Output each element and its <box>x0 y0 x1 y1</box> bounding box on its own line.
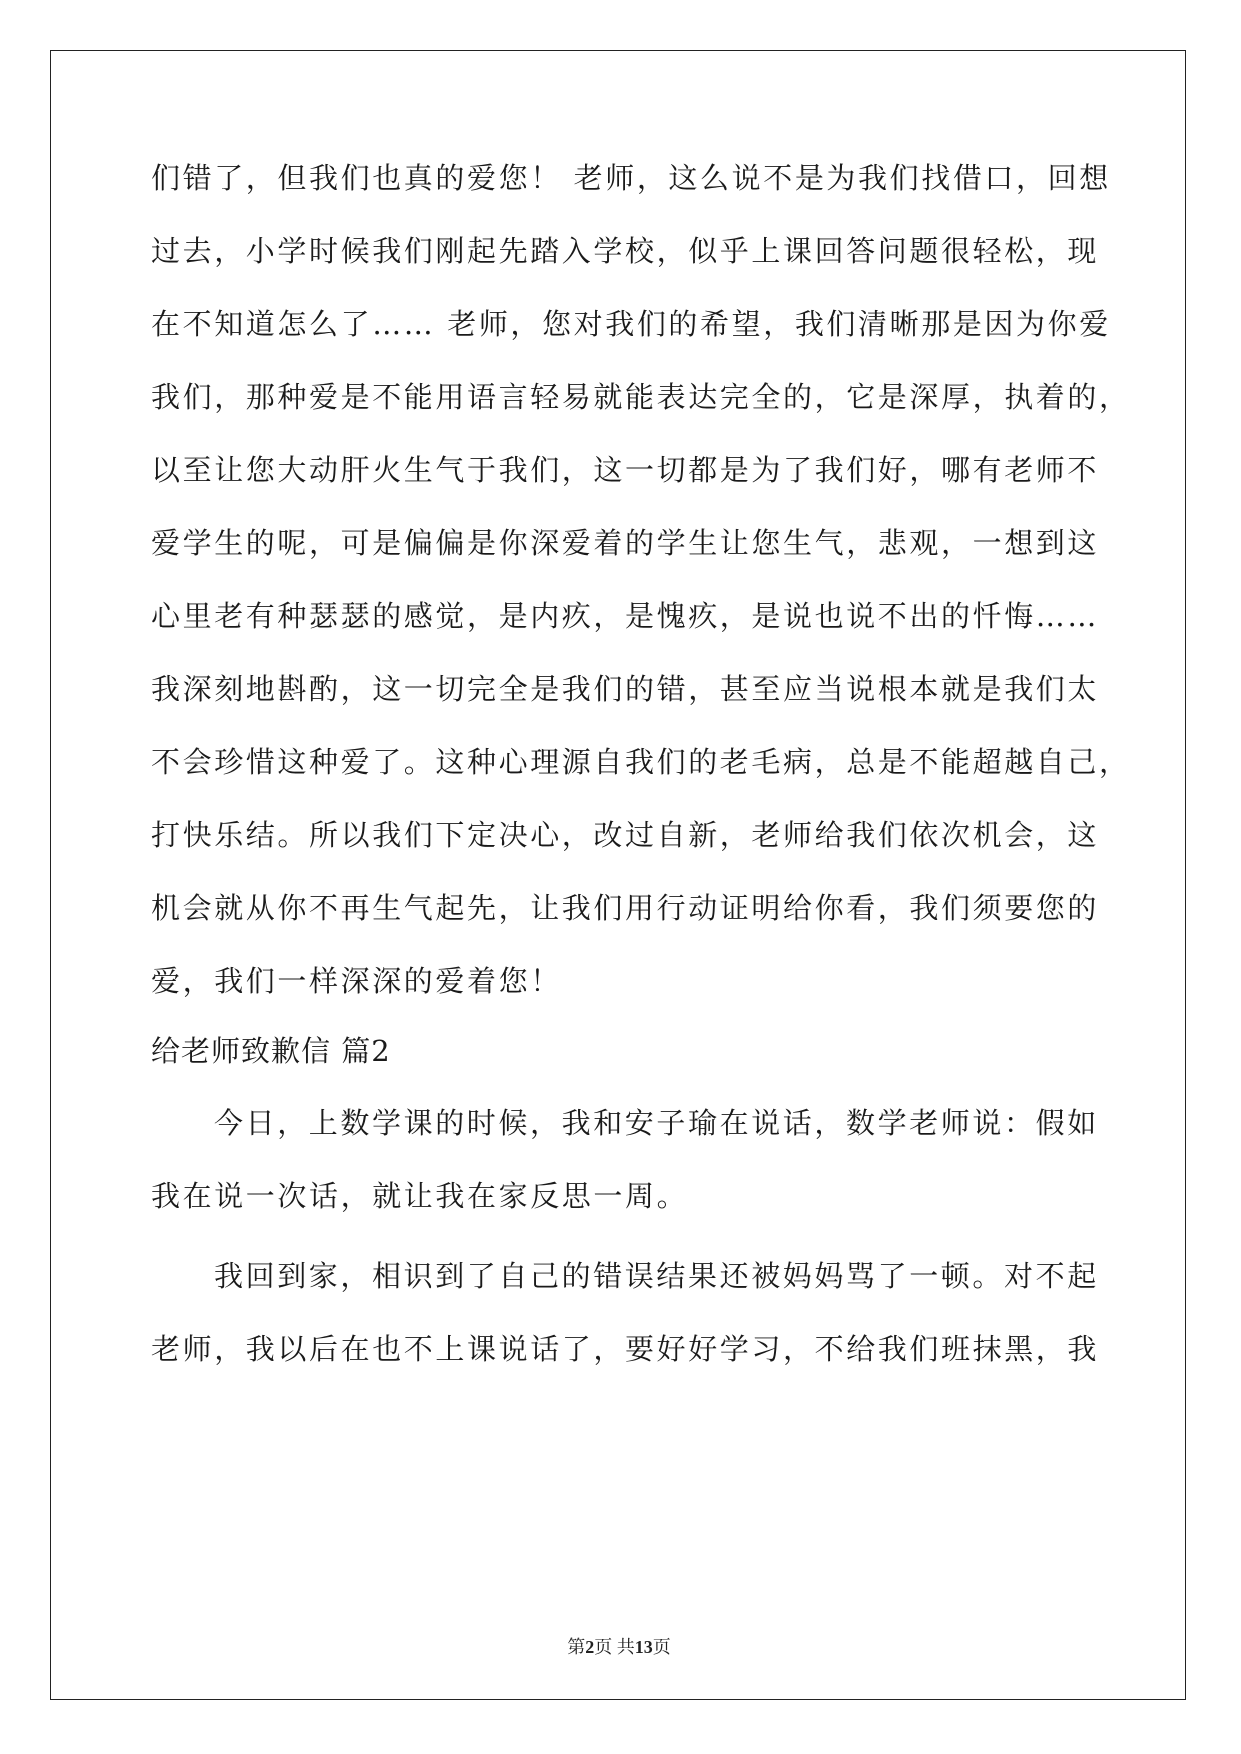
body-line-4: 我们，那种爱是不能用语言轻易就能表达完全的，它是深厚，执着的， <box>151 380 1131 414</box>
body-line-11: 机会就从你不再生气起先，让我们用行动证明给你看，我们须要您的 <box>151 891 1100 925</box>
para2-line-2: 我在说一次话，就让我在家反思一周。 <box>151 1179 689 1213</box>
para3-line-2: 老师，我以后在也不上课说话了，要好好学习，不给我们班抹黑，我 <box>151 1332 1100 1366</box>
para2-line-1: 今日，上数学课的时候，我和安子瑜在说话，数学老师说：假如 <box>214 1106 1099 1140</box>
body-line-10: 打快乐结。所以我们下定决心，改过自新，老师给我们依次机会，这 <box>151 818 1100 852</box>
page-suffix: 页 <box>652 1637 671 1657</box>
body-line-12: 爱，我们一样深深的爱着您！ <box>151 964 562 998</box>
section-heading: 给老师致歉信 篇2 <box>151 1034 391 1068</box>
page-current: 2 <box>585 1637 595 1657</box>
para3-line-1: 我回到家，相识到了自己的错误结果还被妈妈骂了一顿。对不起 <box>214 1259 1099 1293</box>
body-line-5: 以至让您大动肝火生气于我们，这一切都是为了我们好，哪有老师不 <box>151 453 1100 487</box>
body-line-8: 我深刻地斟酌，这一切完全是我们的错，甚至应当说根本就是我们太 <box>151 672 1100 706</box>
body-line-3: 在不知道怎么了…… 老师，您对我们的希望，我们清晰那是因为你爱 <box>151 307 1111 341</box>
page-mid: 页 共 <box>594 1637 635 1657</box>
body-line-2: 过去，小学时候我们刚起先踏入学校，似乎上课回答问题很轻松，现 <box>151 234 1100 268</box>
page-prefix: 第 <box>567 1637 586 1657</box>
page-total: 13 <box>634 1637 653 1657</box>
body-line-6: 爱学生的呢，可是偏偏是你深爱着的学生让您生气，悲观，一想到这 <box>151 526 1100 560</box>
page-frame <box>50 50 1186 1700</box>
body-line-9: 不会珍惜这种爱了。这种心理源自我们的老毛病，总是不能超越自己， <box>151 745 1131 779</box>
body-line-7: 心里老有种瑟瑟的感觉，是内疚，是愧疚，是说也说不出的忏悔…… <box>151 599 1100 633</box>
body-line-1: 们错了，但我们也真的爱您！ 老师，这么说不是为我们找借口，回想 <box>151 161 1111 195</box>
page-footer <box>51 1633 1187 1659</box>
